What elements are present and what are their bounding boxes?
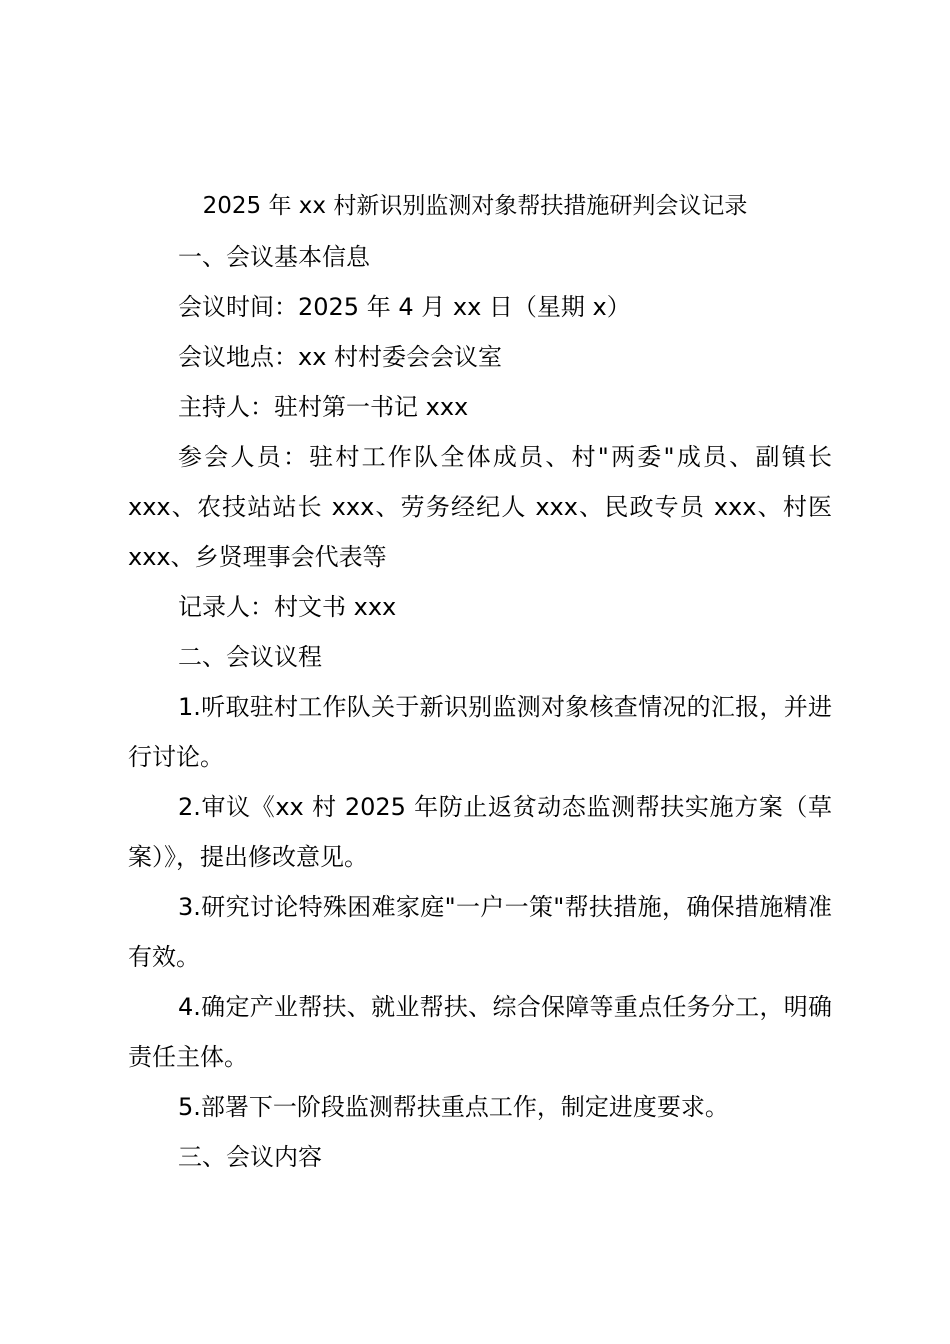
agenda-item: 1.听取驻村工作队关于新识别监测对象核查情况的汇报，并进行讨论。 xyxy=(128,693,832,771)
section-heading-basic-info: 一、会议基本信息 xyxy=(178,243,370,271)
section-heading-content: 三、会议内容 xyxy=(178,1143,322,1171)
agenda-item: 2.审议《xx 村 2025 年防止返贫动态监测帮扶实施方案（草案）》，提出修改意见。 xyxy=(128,793,832,871)
meeting-host: 主持人：驻村第一书记 xxx xyxy=(178,393,469,421)
document-title: 2025 年 xx 村新识别监测对象帮扶措施研判会议记录 xyxy=(202,193,748,219)
section-heading-agenda: 二、会议议程 xyxy=(178,643,322,671)
meeting-attendees: 参会人员：驻村工作队全体成员、村"两委"成员、副镇长 xxx、农技站站长 xxx、劳务经纪人 xxx、民政专员 xxx、村医 xxx、乡贤理事会代表等 xyxy=(128,443,832,571)
agenda-item: 3.研究讨论特殊困难家庭"一户一策"帮扶措施，确保措施精准有效。 xyxy=(128,893,832,971)
meeting-time: 会议时间：2025 年 4 月 xx 日（星期 x） xyxy=(178,293,631,321)
meeting-recorder: 记录人：村文书 xxx xyxy=(178,593,397,621)
meeting-location: 会议地点：xx 村村委会会议室 xyxy=(178,343,503,371)
agenda-item: 5.部署下一阶段监测帮扶重点工作，制定进度要求。 xyxy=(178,1093,729,1121)
agenda-item: 4.确定产业帮扶、就业帮扶、综合保障等重点任务分工，明确责任主体。 xyxy=(128,993,832,1071)
